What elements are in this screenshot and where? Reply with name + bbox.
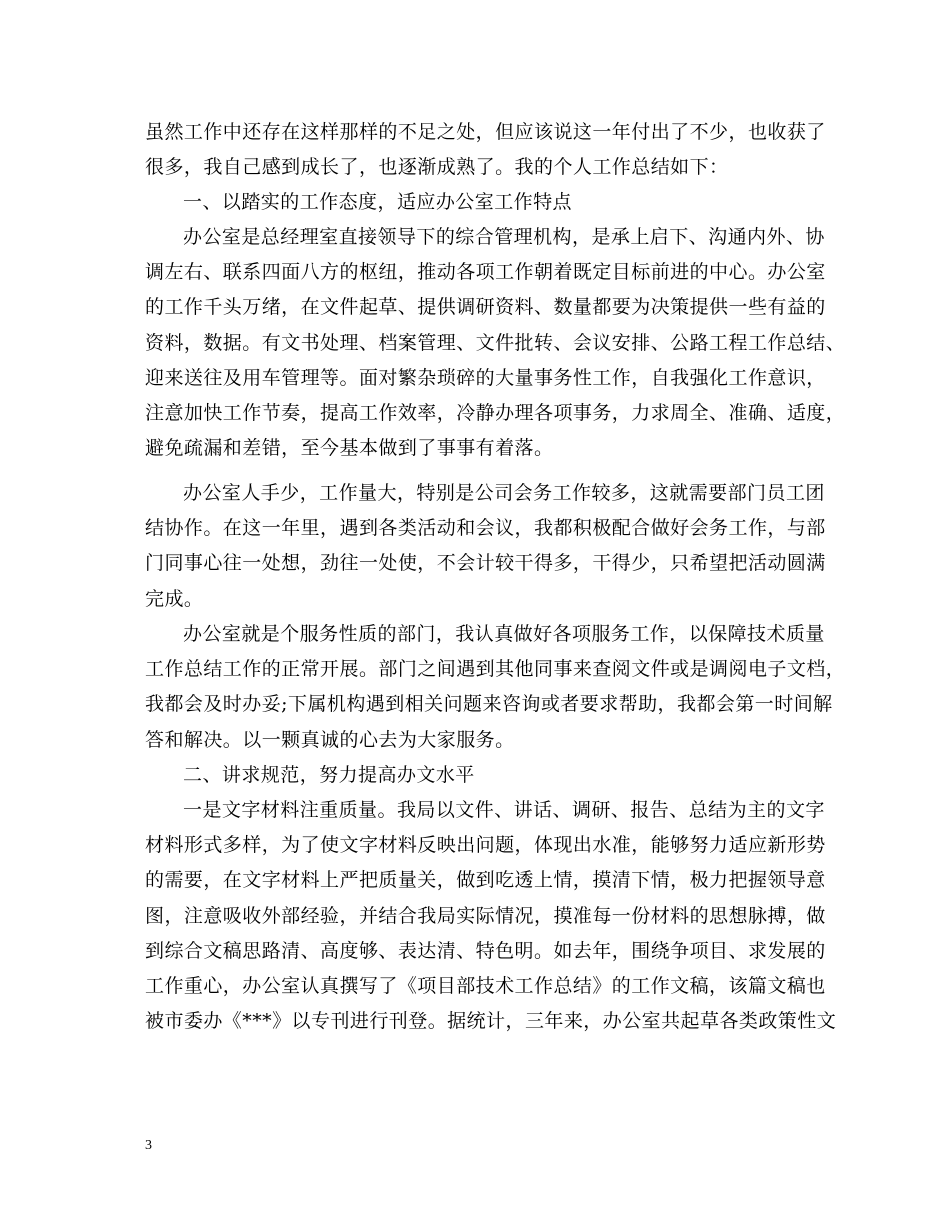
text-line-10: 避免疏漏和差错，至今基本做到了事事有着落。 xyxy=(145,437,554,459)
text-line-25: 工作重心，办公室认真撰写了《项目部技术工作总结》的工作文稿，该篇文稿也 xyxy=(145,975,826,997)
text-line-18: 答和解决。以一颗真诚的心去为大家服务。 xyxy=(145,729,515,751)
text-line-17: 我都会及时办妥;下属机构遇到相关问题来咨询或者要求帮助，我都会第一时间解 xyxy=(145,693,833,715)
section-heading-1: 一、以踏实的工作态度，适应办公室工作特点 xyxy=(183,191,573,213)
text-line-12: 结协作。在这一年里，遇到各类活动和会议，我都积极配合做好会务工作，与部 xyxy=(145,517,826,539)
text-line-20: 一是文字材料注重质量。我局以文件、讲话、调研、报告、总结为主的文字 xyxy=(183,799,825,821)
text-line-16: 工作总结工作的正常开展。部门之间遇到其他同事来查阅文件或是调阅电子文档， xyxy=(145,658,846,680)
text-line-26: 被市委办《***》以专刊进行刊登。据统计，三年来，办公室共起草各类政策性文 xyxy=(145,1010,837,1032)
text-line-13: 门同事心往一处想，劲往一处使，不会计较干得多，干得少，只希望把活动圆满 xyxy=(145,552,826,574)
text-line-24: 到综合文稿思路清、高度够、表达清、特色明。如去年，围绕争项目、求发展的 xyxy=(145,940,826,962)
text-line-8: 迎来送往及用车管理等。面对繁杂琐碎的大量事务性工作，自我强化工作意识， xyxy=(145,367,826,389)
section-heading-2: 二、讲求规范，努力提高办文水平 xyxy=(183,764,475,786)
text-line-15: 办公室就是个服务性质的部门，我认真做好各项服务工作，以保障技术质量 xyxy=(183,623,825,645)
text-line-11: 办公室人手少，工作量大，特别是公司会务工作较多，这就需要部门员工团 xyxy=(183,482,825,504)
text-line-21: 材料形式多样，为了使文字材料反映出问题，体现出水准，能够努力适应新形势 xyxy=(145,834,826,856)
text-line-9: 注意加快工作节奏，提高工作效率，冷静办理各项事务，力求周全、准确、适度， xyxy=(145,402,846,424)
text-line-22: 的需要，在文字材料上严把质量关，做到吃透上情，摸清下情，极力把握领导意 xyxy=(145,869,826,891)
text-line-1: 虽然工作中还存在这样那样的不足之处，但应该说这一年付出了不少，也收获了 xyxy=(145,121,826,143)
text-line-5: 调左右、联系四面八方的枢纽，推动各项工作朝着既定目标前进的中心。办公室 xyxy=(145,261,826,283)
text-line-4: 办公室是总经理室直接领导下的综合管理机构，是承上启下、沟通内外、协 xyxy=(183,226,825,248)
page-number: 3 xyxy=(145,1138,152,1153)
text-line-14: 完成。 xyxy=(145,588,204,610)
text-line-7: 资料，数据。有文书处理、档案管理、文件批转、会议安排、公路工程工作总结、 xyxy=(145,332,846,354)
text-line-2: 很多，我自己感到成长了，也逐渐成熟了。我的个人工作总结如下： xyxy=(145,156,729,178)
text-line-6: 的工作千头万绪，在文件起草、提供调研资料、数量都要为决策提供一些有益的 xyxy=(145,296,826,318)
text-line-23: 图，注意吸收外部经验，并结合我局实际情况，摸准每一份材料的思想脉搏，做 xyxy=(145,905,826,927)
